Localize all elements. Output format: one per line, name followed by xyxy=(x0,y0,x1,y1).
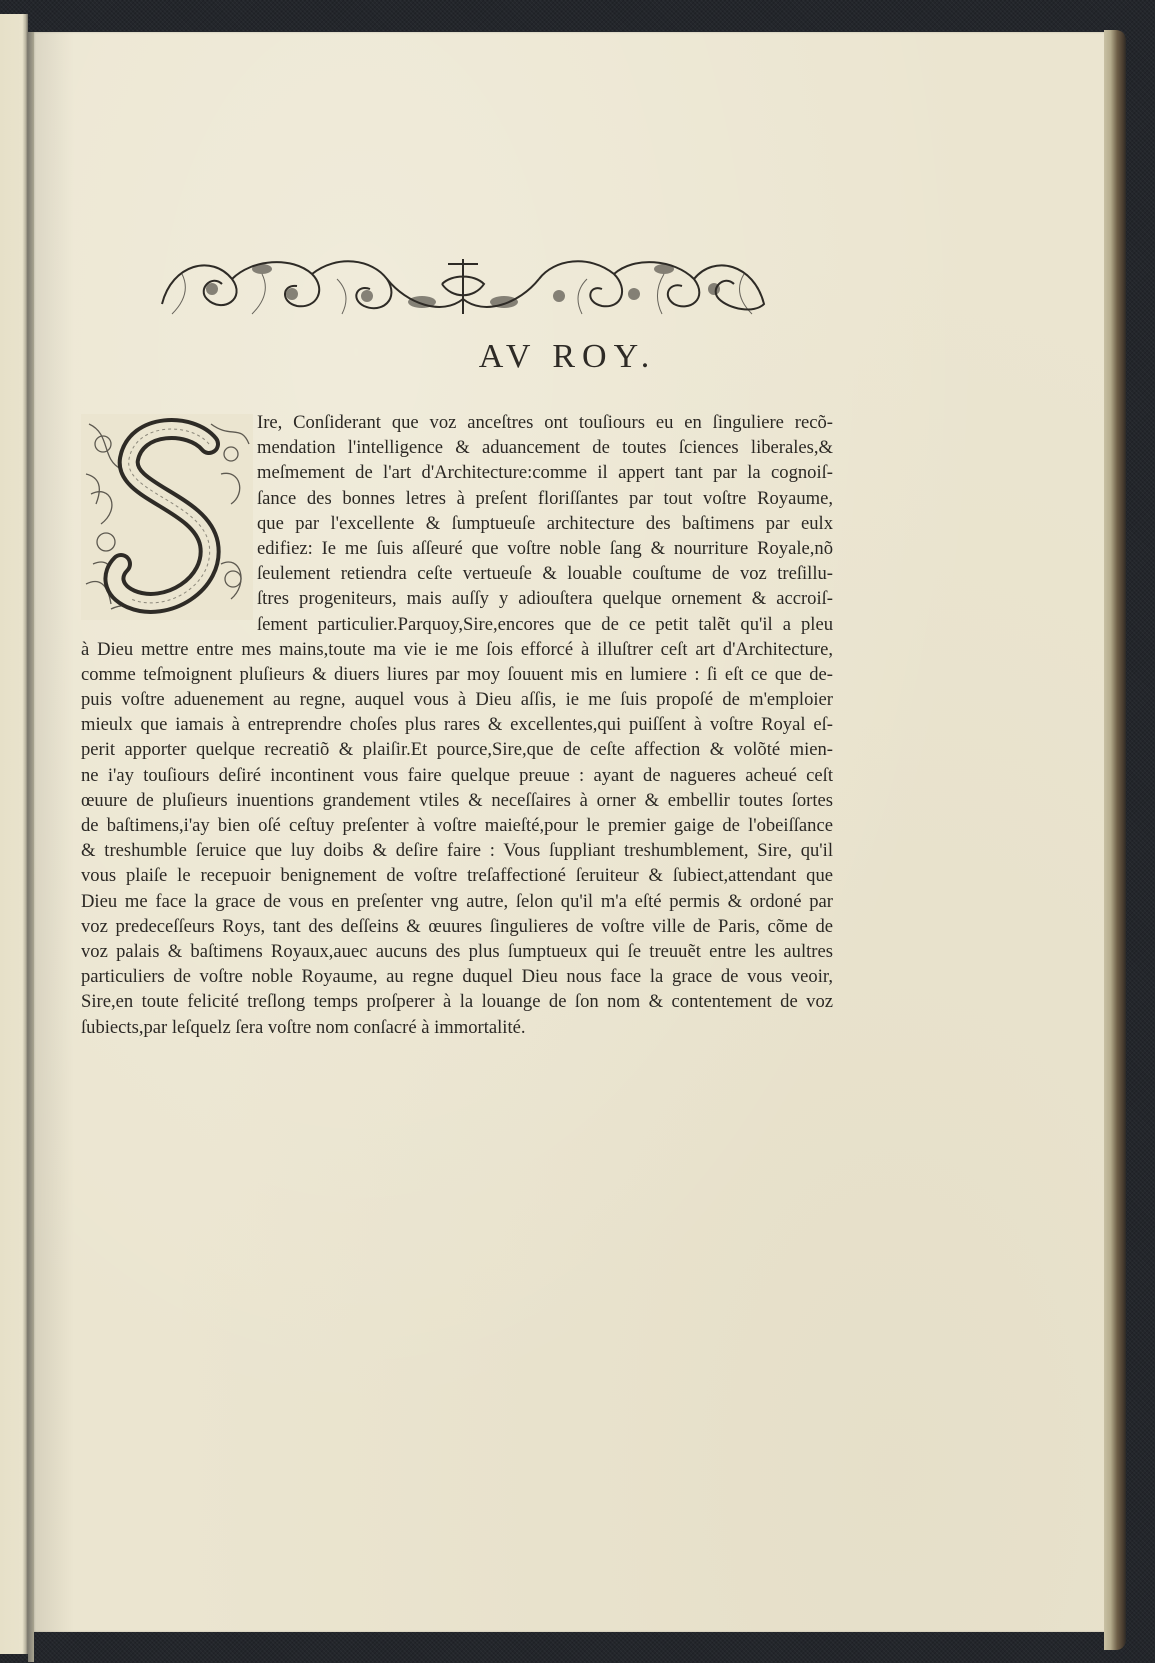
text-line: comme teſmoignent pluſieurs & diuers liures par moy ſouuent mis en lumiere : ſi eſt ce que de- xyxy=(81,663,833,685)
text-line: Dieu me face la grace de vous en preſenter vng autre, ſelon qu'il m'a eſté permis & ordoné par xyxy=(81,890,833,912)
text-line: mieulx que iamais à entreprendre choſes plus rares & excellentes,qui puiſſent à voſtre Royal eſ- xyxy=(81,714,833,736)
text-line: ſeulement retiendra ceſte vertueuſe & louable couſtume de voz treſillu- xyxy=(257,563,833,585)
text-line: ſtres progeniteurs, mais auſſy y adiouſtera quelque ornement & accroiſ- xyxy=(257,588,833,610)
text-line: vous plaiſe le recepuoir benignement de voſtre treſaffectioné ſeruiteur & ſubiect,attendant que xyxy=(81,865,833,887)
text-line: voz palais & baſtimens Royaux,auec aucuns des plus ſumptueux qui ſe treuuẽt entre les aultres xyxy=(81,940,833,962)
text-line: Sire,en toute felicité treſlong temps proſperer à la louange de ſon nom & contentement de voz xyxy=(81,991,833,1013)
text-line: particuliers de voſtre noble Royaume, au regne duquel Dieu nous face la grace de vous veoir, xyxy=(81,966,833,988)
text-line: de baſtimens,i'ay bien oſé ceſtuy preſenter à voſtre maieſté,pour le premier gaige de l'obeiſſance xyxy=(81,815,833,836)
text-line: ſance des bonnes letres à preſent floriſſantes par tout voſtre Royaume, xyxy=(257,487,833,509)
page-fore-edge xyxy=(1104,30,1126,1650)
text-line: ne i'ay touſiours deſiré incontinent vous faire quelque preuue : ayant de nagueres acheué ceſt xyxy=(81,764,833,786)
text-line: à Dieu mettre entre mes mains,toute ma vie ie me ſois efforcé à illuſtrer ceſt art d'Architecture, xyxy=(81,638,833,660)
text-line: Ire, Conſiderant que voz anceſtres ont touſiours eu en ſinguliere recõ- xyxy=(257,412,833,433)
text-line: meſmement de l'art d'Architecture:comme il appert tant par la cognoiſ- xyxy=(257,462,833,484)
text-line: mendation l'intelligence & aduancement de toutes ſciences liberales,& xyxy=(257,437,833,459)
facing-page-edge xyxy=(0,14,28,1654)
text-line: & treshumble ſeruice que luy doibs & deſire faire : Vous ſuppliant treshumblement, Sire, qu'il xyxy=(81,840,833,862)
text-line: puis voſtre aduenement au regne, auquel vous à Dieu aſſis, ie me ſuis propoſé de m'emploier xyxy=(81,689,833,711)
text-line: edifiez: Ie me ſuis aſſeuré que voſtre noble ſang & nourriture Royale,nõ xyxy=(257,537,833,559)
page-title: AV ROY. xyxy=(478,338,657,375)
text-line: ſement particulier.Parquoy,Sire,encores que de ce petit talẽt qu'il a pleu xyxy=(257,613,833,635)
dedication-text xyxy=(81,410,833,1040)
text-line: perit apporter quelque recreatiõ & plaiſir.Et pource,Sire,que de ceſte affection & volõté mien- xyxy=(81,739,833,761)
text-line: œuure de pluſieurs inuentions grandement vtiles & neceſſaires à orner & embellir toutes ſortes xyxy=(81,789,833,811)
floral-scroll-ornament-icon xyxy=(152,244,774,324)
text-line: voz predeceſſeurs Roys, tant des deſſeins & œuures ſingulieres de voſtre ville de Paris, cõme de xyxy=(81,915,833,937)
text-line: que par l'excellente & ſumptueuſe architecture des baſtimens par eulx xyxy=(257,512,833,534)
ornamental-headpiece xyxy=(152,244,774,324)
text-line: ſubiects,par leſquelz ſera voſtre nom conſacré à immortalité. xyxy=(81,1016,526,1038)
